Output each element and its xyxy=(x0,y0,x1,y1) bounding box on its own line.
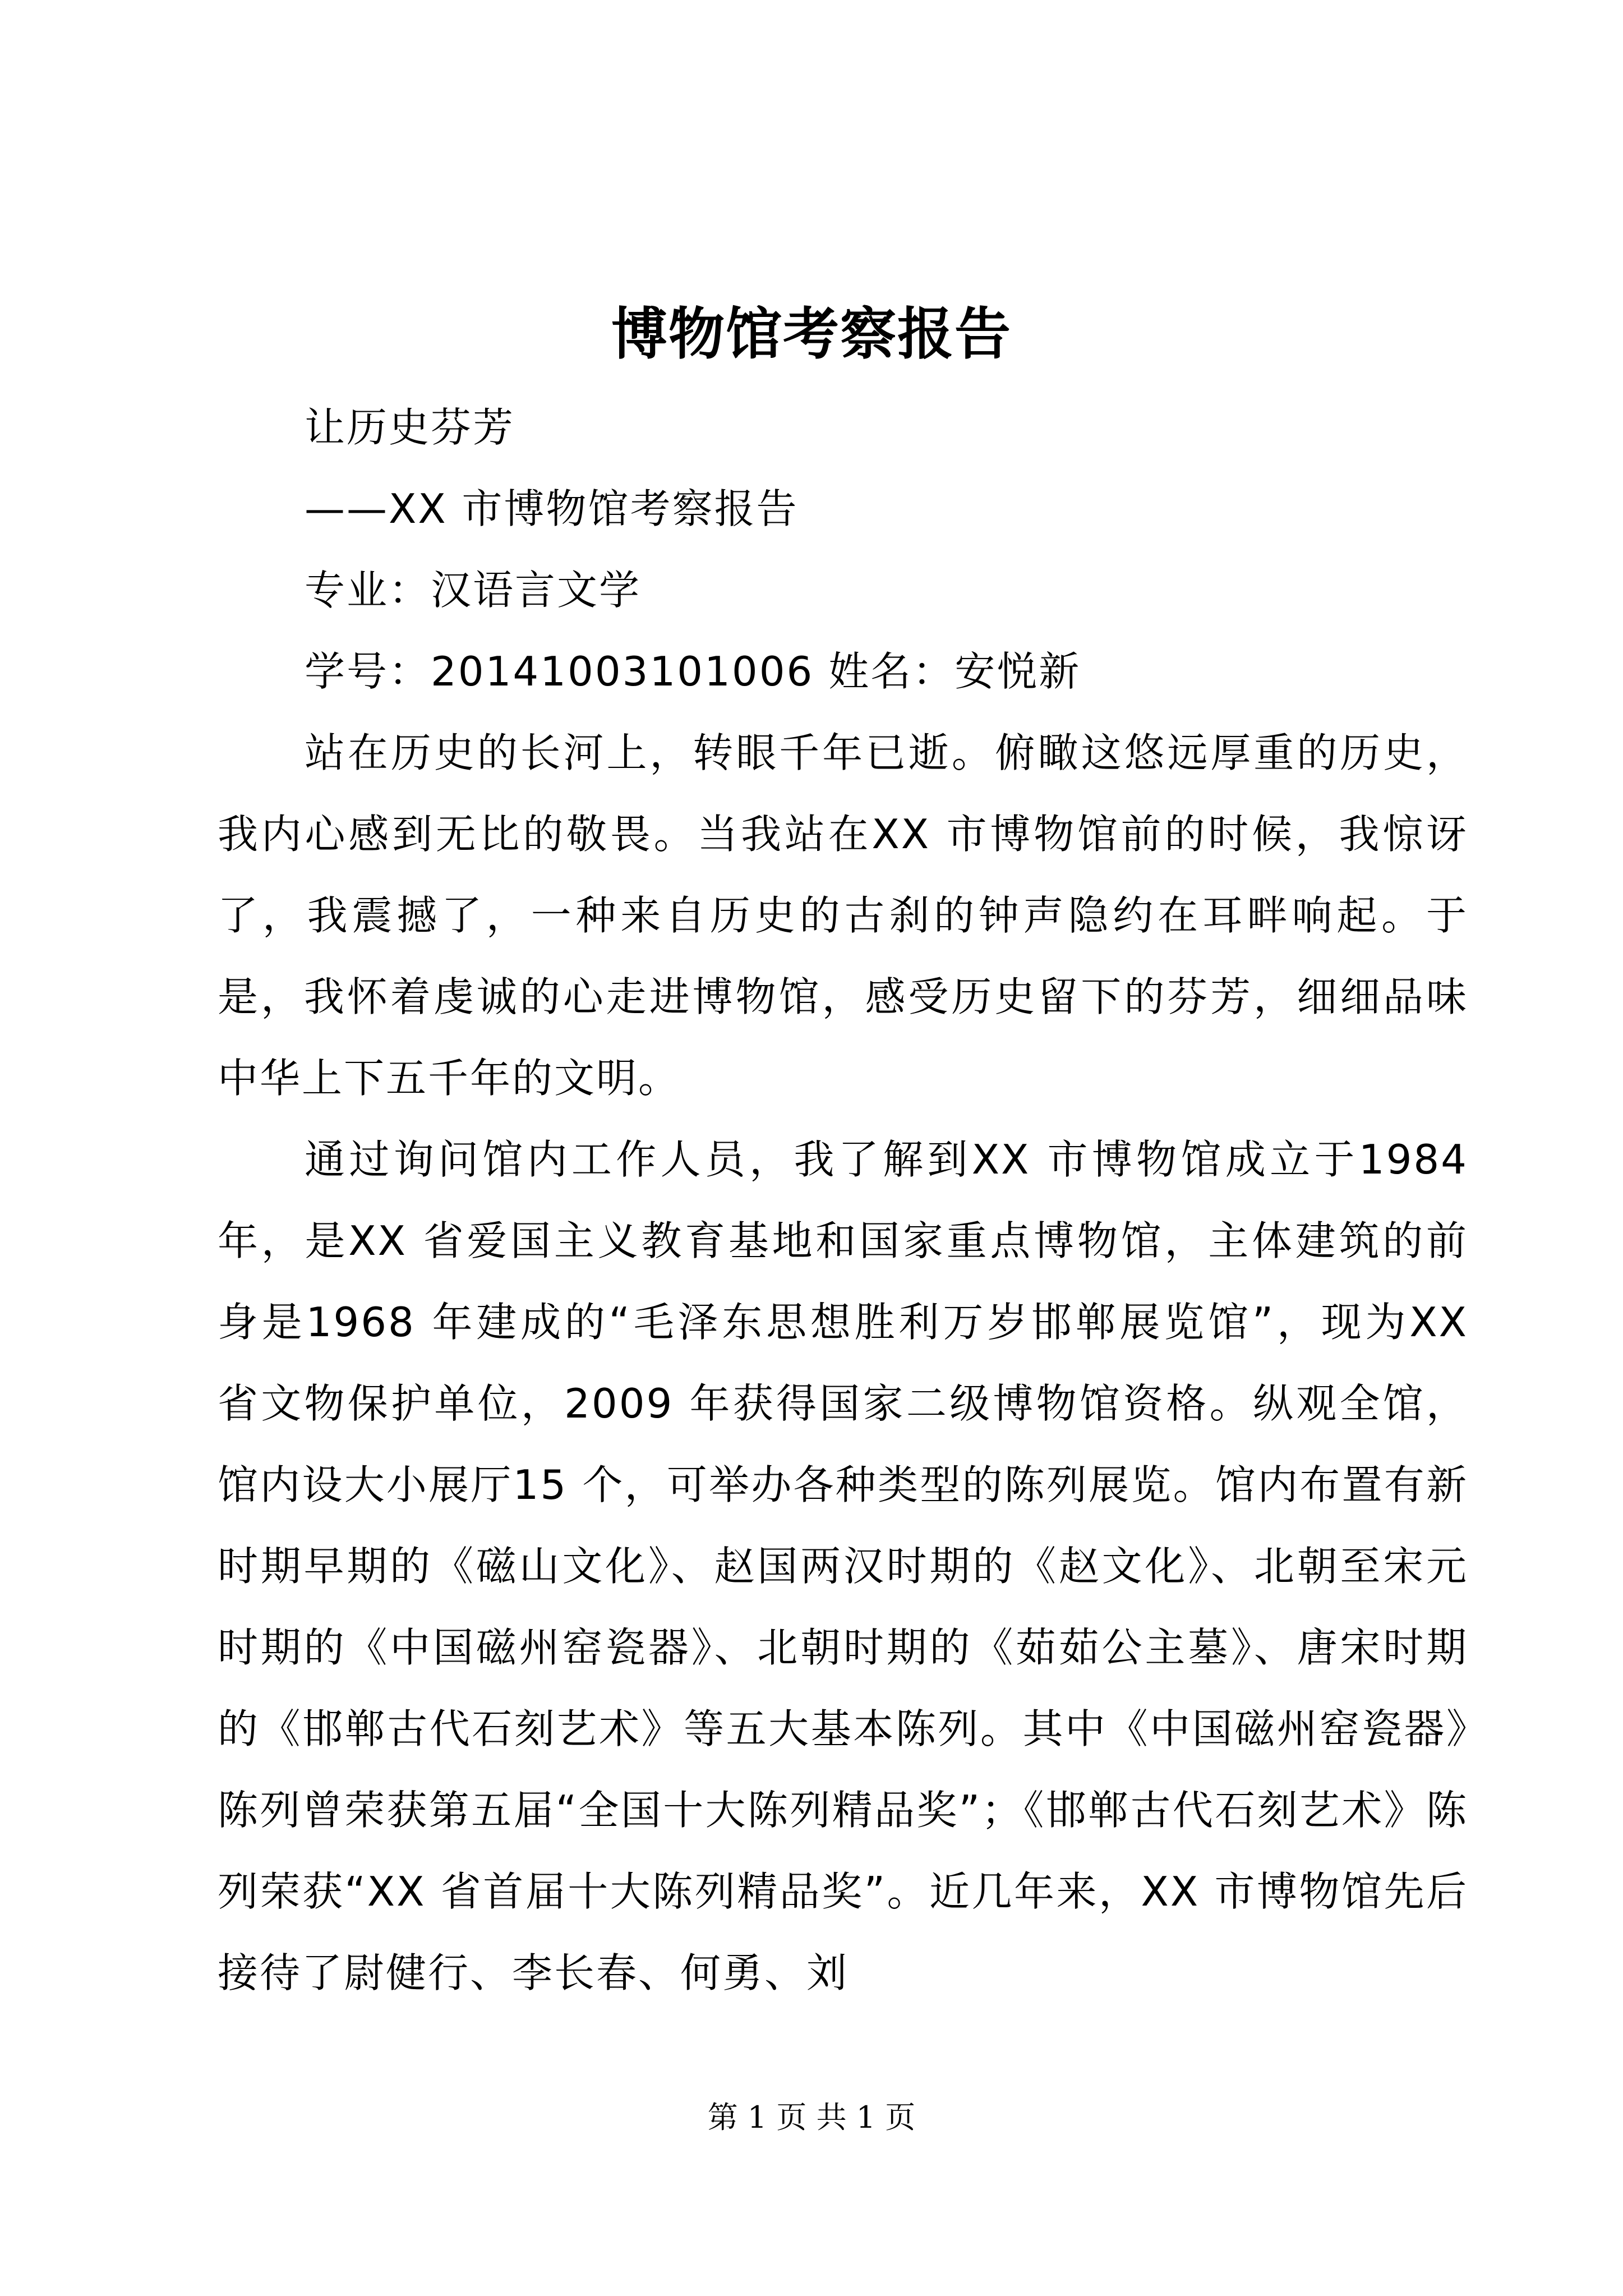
document-title: 博物馆考察报告 xyxy=(611,301,1012,367)
page-footer: 第 1 页 共 1 页 xyxy=(707,2100,916,2135)
student-id-line: 学号：20141003101006 姓名：安悦新 xyxy=(305,648,1081,695)
paragraph: 站在历史的长河上，转眼千年已逝。俯瞰这悠远厚重的历史，我内心感到无比的敬畏。当我站在XX 市博物馆前的时候，我惊讶了，我震撼了，一种来自历史的古刹的钟声隐约在耳畔响起。于是，我怀着虔诚的心走进博物馆，感受历史留下的芬芳，细细品味中华上下五千年的文明。 xyxy=(218,729,1468,1102)
paragraph: 通过询问馆内工作人员，我了解到XX 市博物馆成立于1984 年，是XX 省爱国主义教育基地和国家重点博物馆，主体建筑的前身是1968 年建成的“毛泽东思想胜利万岁邯郸展览馆”，现为XX 省文物保护单位，2009 年获得国家二级博物馆资格。纵观全馆，馆内设大小展厅15 个，可举办各种类型的陈列展览。馆内布置有新时期早期的《磁山文化》、赵国两汉时期的《赵文化》、北朝至宋元时期的《中国磁州窑瓷器》、北朝时期的《茹茹公主墓》、唐宋时期的《邯郸古代石刻艺术》等五大基本陈列。其中《中国磁州窑瓷器》陈列曾荣获第五届“全国十大陈列精品奖”；《邯郸古代石刻艺术》陈列荣获“XX 省首届十大陈列精品奖”。近几年来，XX 市博物馆先后接待了尉健行、李长春、何勇、刘 xyxy=(218,1136,1468,1996)
major-line: 专业：汉语言文学 xyxy=(305,567,642,614)
report-line: ——XX 市博物馆考察报告 xyxy=(305,485,799,532)
document-body xyxy=(218,387,1468,2014)
subtitle: 让历史芬芳 xyxy=(305,404,515,451)
